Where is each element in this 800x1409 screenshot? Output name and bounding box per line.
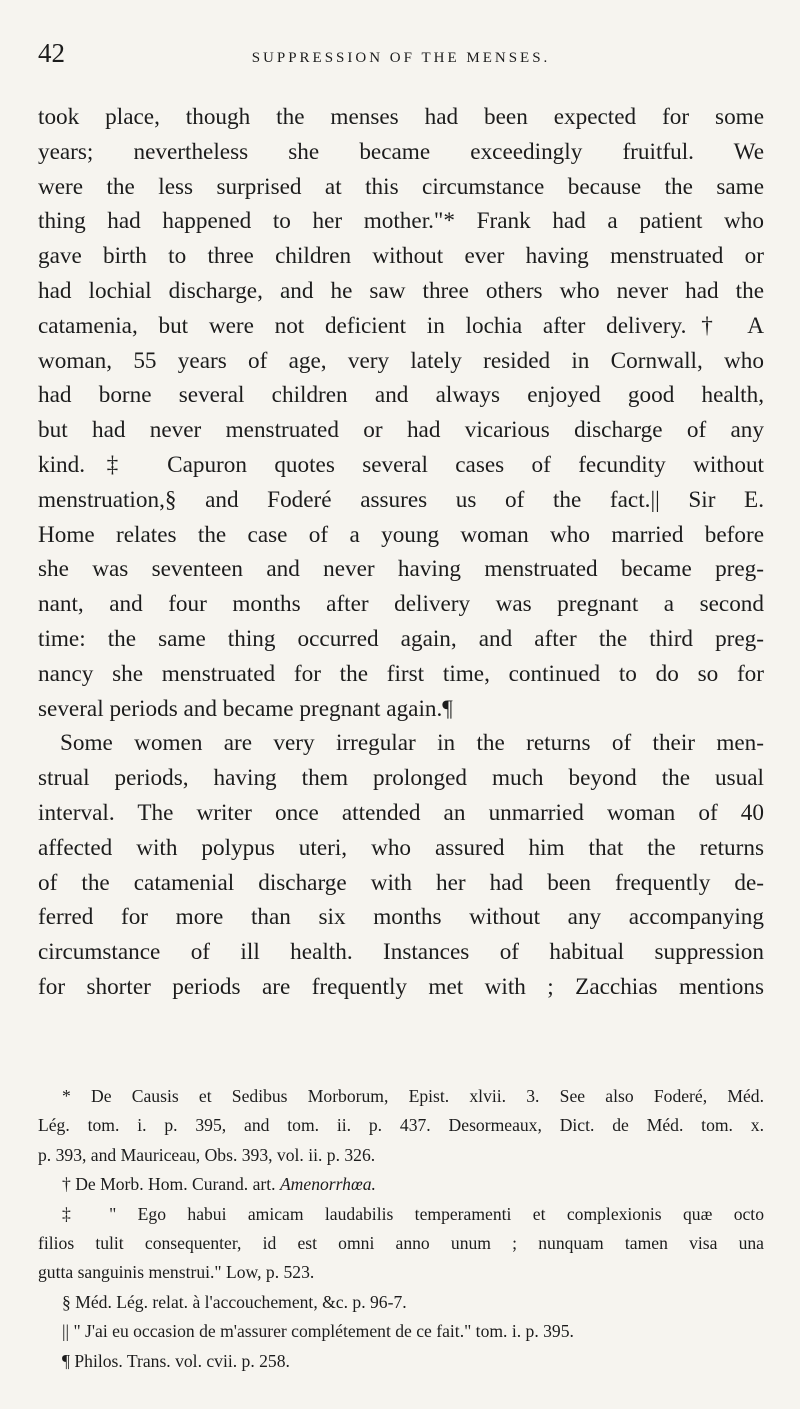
text-line: catamenia, but were not deficient in lochia after delivery.† A	[38, 312, 764, 339]
text-line: strual periods, having them prolonged much beyond the usual	[38, 765, 764, 792]
text-line: menstruation,§ and Foderé assures us of the fact.|| Sir E.	[38, 486, 764, 513]
text-line: took place, though the menses had been expected for some	[38, 104, 764, 130]
text-line: were the less surprised at this circumstance because the same	[38, 173, 764, 200]
text-line: gave birth to three children without ever having menstruated or	[38, 243, 764, 270]
text-line: woman, 55 years of age, very lately resided in Cornwall, who	[38, 347, 764, 374]
text-line: ferred for more than six months without any accompanying	[38, 904, 764, 931]
text-line: nant, and four months after delivery was pregnant a second	[38, 591, 764, 618]
footnote-italic-term: Amenorrhœa.	[279, 1174, 376, 1195]
footnote-line: || " J'ai eu occasion de m'assurer complétement de ce fait." tom. i. p. 395.	[62, 1321, 574, 1342]
body-text	[38, 100, 764, 1005]
text-line: Some women are very irregular in the returns of their men-	[60, 730, 764, 757]
footnotes	[38, 1082, 764, 1376]
text-line: she was seventeen and never having menstruated became preg-	[38, 556, 764, 583]
footnote-line: gutta sanguinis menstrui." Low, p. 523.	[38, 1262, 315, 1283]
text-line: had lochial discharge, and he saw three others who never had the	[38, 277, 764, 304]
footnote-line	[38, 1170, 764, 1199]
text-line: had borne several children and always enjoyed good health,	[38, 382, 764, 409]
footnote-text: † De Morb. Hom. Curand. art.	[62, 1174, 276, 1195]
text-line: but had never menstruated or had vicarious discharge of any	[38, 417, 764, 444]
text-line: thing had happened to her mother."* Frank had a patient who	[38, 208, 764, 235]
running-title: SUPPRESSION OF THE MENSES.	[251, 50, 551, 66]
footnote-line: § Méd. Lég. relat. à l'accouchement, &c. p. 96-7.	[62, 1291, 407, 1312]
footnote-line: ‡ " Ego habui amicam laudabilis temperamenti et complexionis quæ octo	[62, 1203, 764, 1224]
text-line: kind.‡ Capuron quotes several cases of fecundity without	[38, 451, 764, 478]
text-line: of the catamenial discharge with her had been frequently de-	[38, 869, 764, 896]
footnote-line: p. 393, and Mauriceau, Obs. 393, vol. ii. p. 326.	[38, 1144, 376, 1165]
text-line: Home relates the case of a young woman who married before	[38, 521, 764, 548]
text-line: affected with polypus uteri, who assured him that the returns	[38, 834, 764, 861]
text-line: circumstance of ill health. Instances of habitual suppression	[38, 939, 764, 966]
page-header	[38, 38, 764, 78]
text-line: years; nevertheless she became exceedingly fruitful. We	[38, 138, 764, 165]
text-line: several periods and became pregnant again.¶	[38, 695, 453, 722]
footnote-line: ¶ Philos. Trans. vol. cvii. p. 258.	[62, 1350, 290, 1371]
footnote-line: filios tulit consequenter, id est omni anno unum ; nunquam tamen visa una	[38, 1232, 764, 1253]
footnote-line: Lég. tom. i. p. 395, and tom. ii. p. 437. Desormeaux, Dict. de Méd. tom. x.	[38, 1115, 764, 1136]
text-line: time: the same thing occurred again, and after the third preg-	[38, 625, 764, 652]
text-line: nancy she menstruated for the first time, continued to do so for	[38, 660, 764, 687]
text-line: for shorter periods are frequently met with ; Zacchias mentions	[38, 973, 764, 1000]
page-number: 42	[38, 38, 65, 68]
text-line: interval. The writer once attended an unmarried woman of 40	[38, 799, 764, 826]
footnote-line: * De Causis et Sedibus Morborum, Epist. xlvii. 3. See also Foderé, Méd.	[62, 1086, 764, 1106]
